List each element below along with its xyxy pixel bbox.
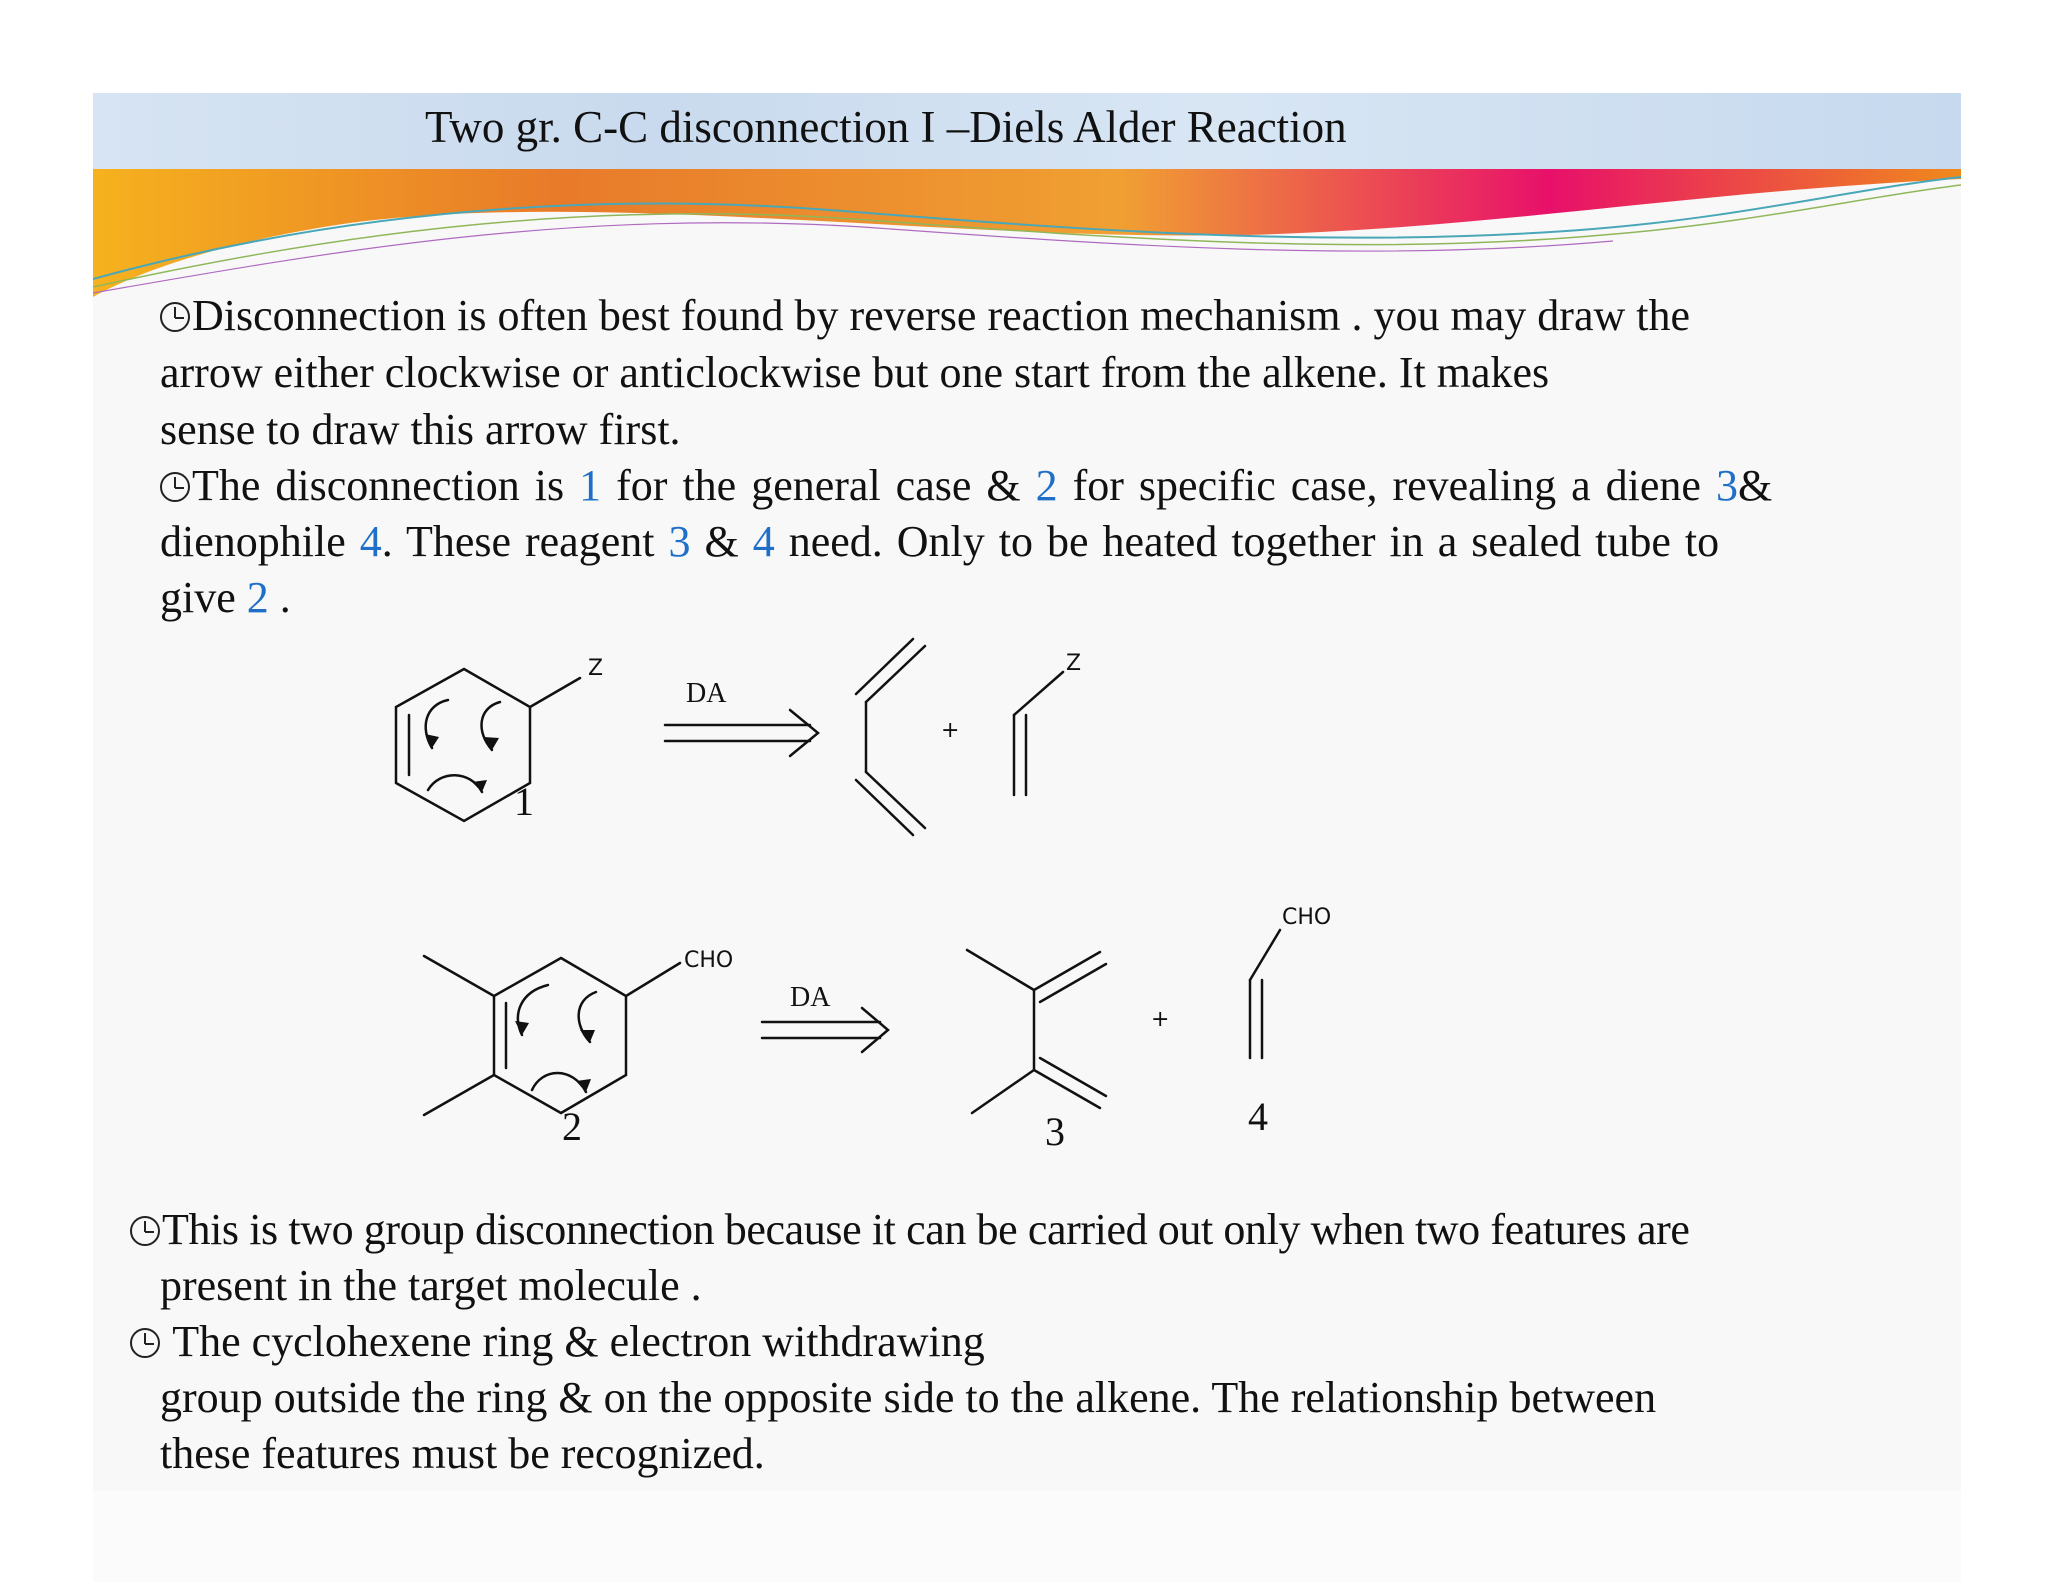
da-label-1: DA bbox=[686, 678, 727, 709]
compound-ref: 4 bbox=[359, 517, 382, 566]
para4-line1: The cyclohexene ring & electron withdrawing bbox=[130, 1314, 985, 1370]
compound-ref: 3 bbox=[668, 517, 691, 566]
slide-title: Two gr. C-C disconnection I –Diels Alder Reaction bbox=[425, 102, 1347, 152]
para1-line1: Disconnection is often best found by reverse reaction mechanism . you may draw the bbox=[160, 288, 1690, 344]
compound-ref: 2 bbox=[246, 573, 269, 622]
para4-line2: group outside the ring & on the opposite side to the alkene. The relationship between bbox=[160, 1373, 1657, 1422]
plus-sign-2: + bbox=[1151, 1007, 1170, 1032]
dienophile-z-label: Z bbox=[1066, 651, 1082, 676]
clock-bullet-icon bbox=[130, 1328, 160, 1358]
dienophile-cho-label: CHO bbox=[1282, 905, 1332, 930]
compound-ref: 1 bbox=[579, 461, 602, 510]
para2-line3: give 2 . bbox=[160, 573, 291, 622]
da-label-2: DA bbox=[790, 982, 831, 1013]
compound-number-1: 1 bbox=[514, 779, 534, 824]
para2-line2: dienophile 4. These reagent 3 & 4 need. Only to be heated together in a sealed tube to bbox=[160, 517, 1720, 566]
mechanism-arrows-1 bbox=[426, 700, 500, 792]
dienophile-1 bbox=[1014, 672, 1063, 795]
para1-line3: sense to draw this arrow first. bbox=[160, 405, 681, 454]
retro-arrow-2 bbox=[762, 1008, 888, 1052]
compound-number-3: 3 bbox=[1045, 1109, 1065, 1154]
compound-number-2: 2 bbox=[562, 1104, 582, 1149]
para3-line2: present in the target molecule . bbox=[160, 1261, 702, 1310]
compound-ref: 2 bbox=[1035, 461, 1058, 510]
mechanism-arrows-2 bbox=[518, 985, 596, 1092]
substituent-z-label: Z bbox=[588, 656, 604, 681]
clock-bullet-icon bbox=[130, 1216, 160, 1246]
diene-3 bbox=[967, 950, 1106, 1113]
para3-line1: This is two group disconnection because it can be carried out only when two features are bbox=[130, 1202, 1690, 1258]
dienophile-4 bbox=[1250, 930, 1280, 1058]
para2-line1: The disconnection is 1 for the general case & 2 for specific case, revealing a diene 3& bbox=[160, 458, 1772, 514]
diene-butadiene bbox=[856, 639, 925, 835]
plus-sign-1: + bbox=[941, 718, 960, 743]
compound-ref: 3 bbox=[1715, 461, 1738, 510]
retro-arrow-1 bbox=[665, 710, 818, 756]
para1-line2: arrow either clockwise or anticlockwise but one start from the alkene. It makes bbox=[160, 348, 1550, 397]
compound-ref: 4 bbox=[752, 517, 775, 566]
compound-number-4: 4 bbox=[1248, 1094, 1268, 1139]
para4-line3: these features must be recognized. bbox=[160, 1429, 765, 1478]
cyclohexene-2 bbox=[424, 956, 680, 1115]
substituent-cho-label: CHO bbox=[684, 948, 734, 973]
arrowheads bbox=[425, 734, 595, 1092]
